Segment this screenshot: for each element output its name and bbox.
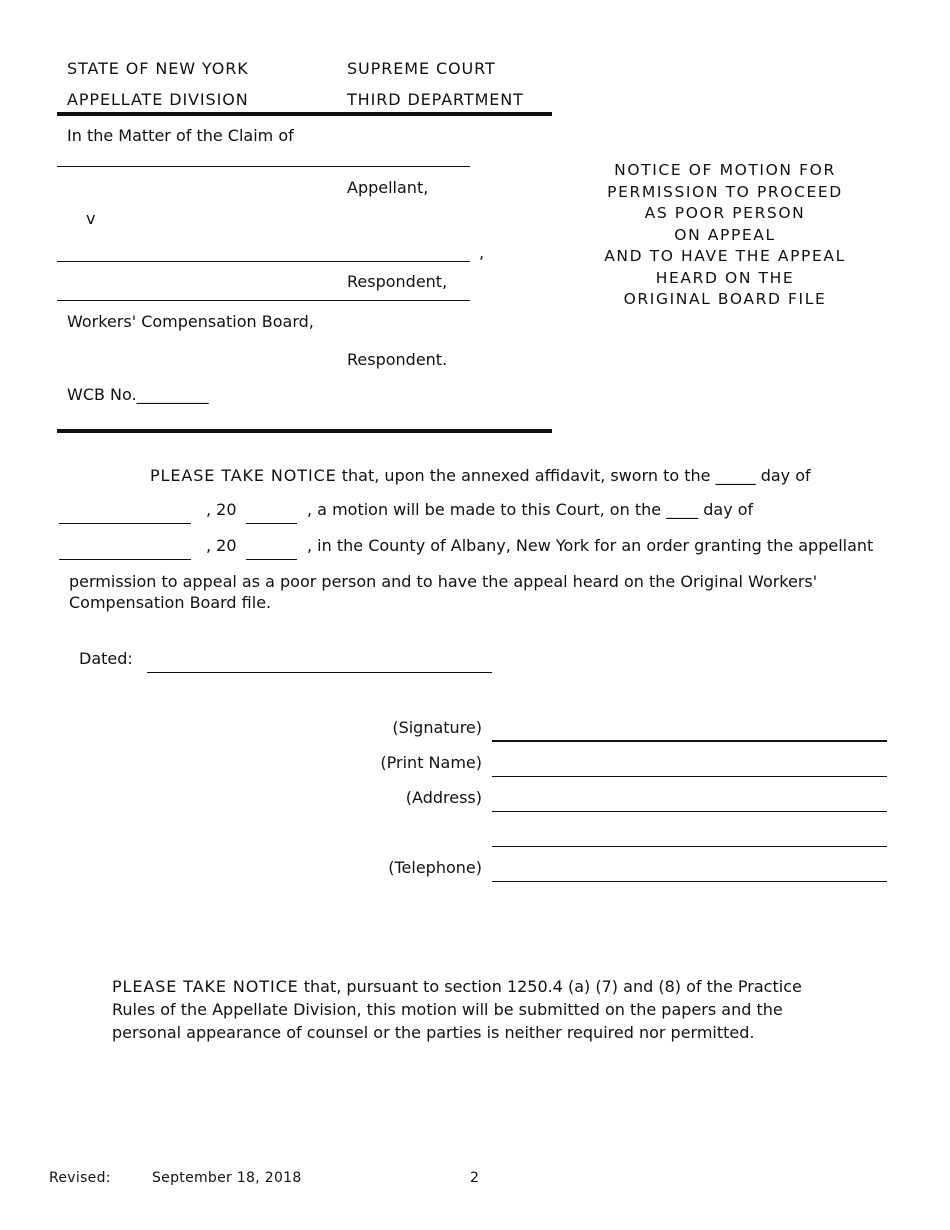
board-respondent-label: Respondent. — [347, 350, 448, 369]
year-prefix-1: , 20 — [206, 500, 237, 519]
dated-line[interactable] — [147, 672, 492, 673]
title-line: PERMISSION TO PROCEED — [607, 182, 843, 201]
notice-lead: PLEASE TAKE NOTICE — [150, 466, 337, 485]
signature-line[interactable] — [492, 740, 887, 742]
wcb-number-field[interactable]: WCB No._________ — [67, 385, 209, 404]
department-label: THIRD DEPARTMENT — [347, 90, 524, 109]
second-notice-line-3: personal appearance of counsel or the parties is neither required nor permitted. — [112, 1023, 755, 1042]
second-notice-line-1 — [112, 977, 802, 996]
board-label: Workers' Compensation Board, — [67, 312, 314, 331]
matter-label: In the Matter of the Claim of — [67, 126, 294, 145]
caption-bottom-rule — [57, 429, 552, 433]
title-line: HEARD ON THE — [655, 268, 795, 287]
respondent-name-line[interactable] — [57, 261, 470, 262]
telephone-label: (Telephone) — [388, 858, 482, 877]
print-name-label: (Print Name) — [380, 753, 482, 772]
second-notice-line-2: Rules of the Appellate Division, this motion will be submitted on the papers and the — [112, 1000, 783, 1019]
page-number: 2 — [470, 1170, 480, 1186]
motion-year-line-2[interactable] — [246, 559, 297, 560]
signature-label: (Signature) — [392, 718, 482, 737]
title-line: AND TO HAVE THE APPEAL — [604, 247, 846, 265]
second-notice-lead: PLEASE TAKE NOTICE — [112, 977, 299, 996]
print-name-line[interactable] — [492, 776, 887, 777]
caption-divider — [57, 300, 470, 301]
title-line: ON APPEAL — [674, 225, 776, 244]
motion-month-line-2[interactable] — [59, 559, 191, 560]
notice-line-3-text: , in the County of Albany, New York for an order granting the appellant — [307, 536, 874, 555]
notice-line-5: Compensation Board file. — [69, 593, 272, 612]
respondent-label: Respondent, — [347, 272, 448, 291]
second-notice-line-1-text: that, pursuant to section 1250.4 (a) (7) and (8) of the Practice — [298, 977, 802, 996]
revised-label: Revised: — [49, 1170, 111, 1186]
court-label: SUPREME COURT — [347, 59, 496, 78]
notice-line-2-text: , a motion will be made to this Court, on the ____ day of — [307, 500, 754, 519]
address-label: (Address) — [405, 788, 482, 807]
year-prefix-2: , 20 — [206, 536, 237, 555]
dated-label: Dated: — [79, 649, 133, 668]
telephone-line[interactable] — [492, 881, 887, 882]
appellant-label: Appellant, — [347, 178, 429, 197]
motion-year-line-1[interactable] — [246, 523, 297, 524]
caption-top-rule — [57, 112, 552, 116]
revised-date: September 18, 2018 — [152, 1170, 302, 1186]
claimant-name-line[interactable] — [57, 166, 470, 167]
title-line: ORIGINAL BOARD FILE — [623, 290, 827, 308]
notice-line-4: permission to appeal as a poor person and to have the appeal heard on the Original Workers' — [69, 572, 818, 591]
document-title — [596, 160, 854, 311]
versus-label: v — [86, 209, 96, 228]
division-label: APPELLATE DIVISION — [67, 90, 249, 109]
title-line: AS POOR PERSON — [644, 204, 806, 222]
notice-line-1-text: that, upon the annexed affidavit, sworn to the _____ day of — [336, 466, 811, 485]
address-line-2[interactable] — [492, 846, 887, 847]
address-line-1[interactable] — [492, 811, 887, 812]
state-label: STATE OF NEW YORK — [67, 59, 249, 78]
motion-month-line-1[interactable] — [59, 523, 191, 524]
caption-comma: , — [479, 243, 485, 262]
notice-line-1 — [150, 466, 811, 485]
title-line: NOTICE OF MOTION FOR — [614, 161, 836, 179]
